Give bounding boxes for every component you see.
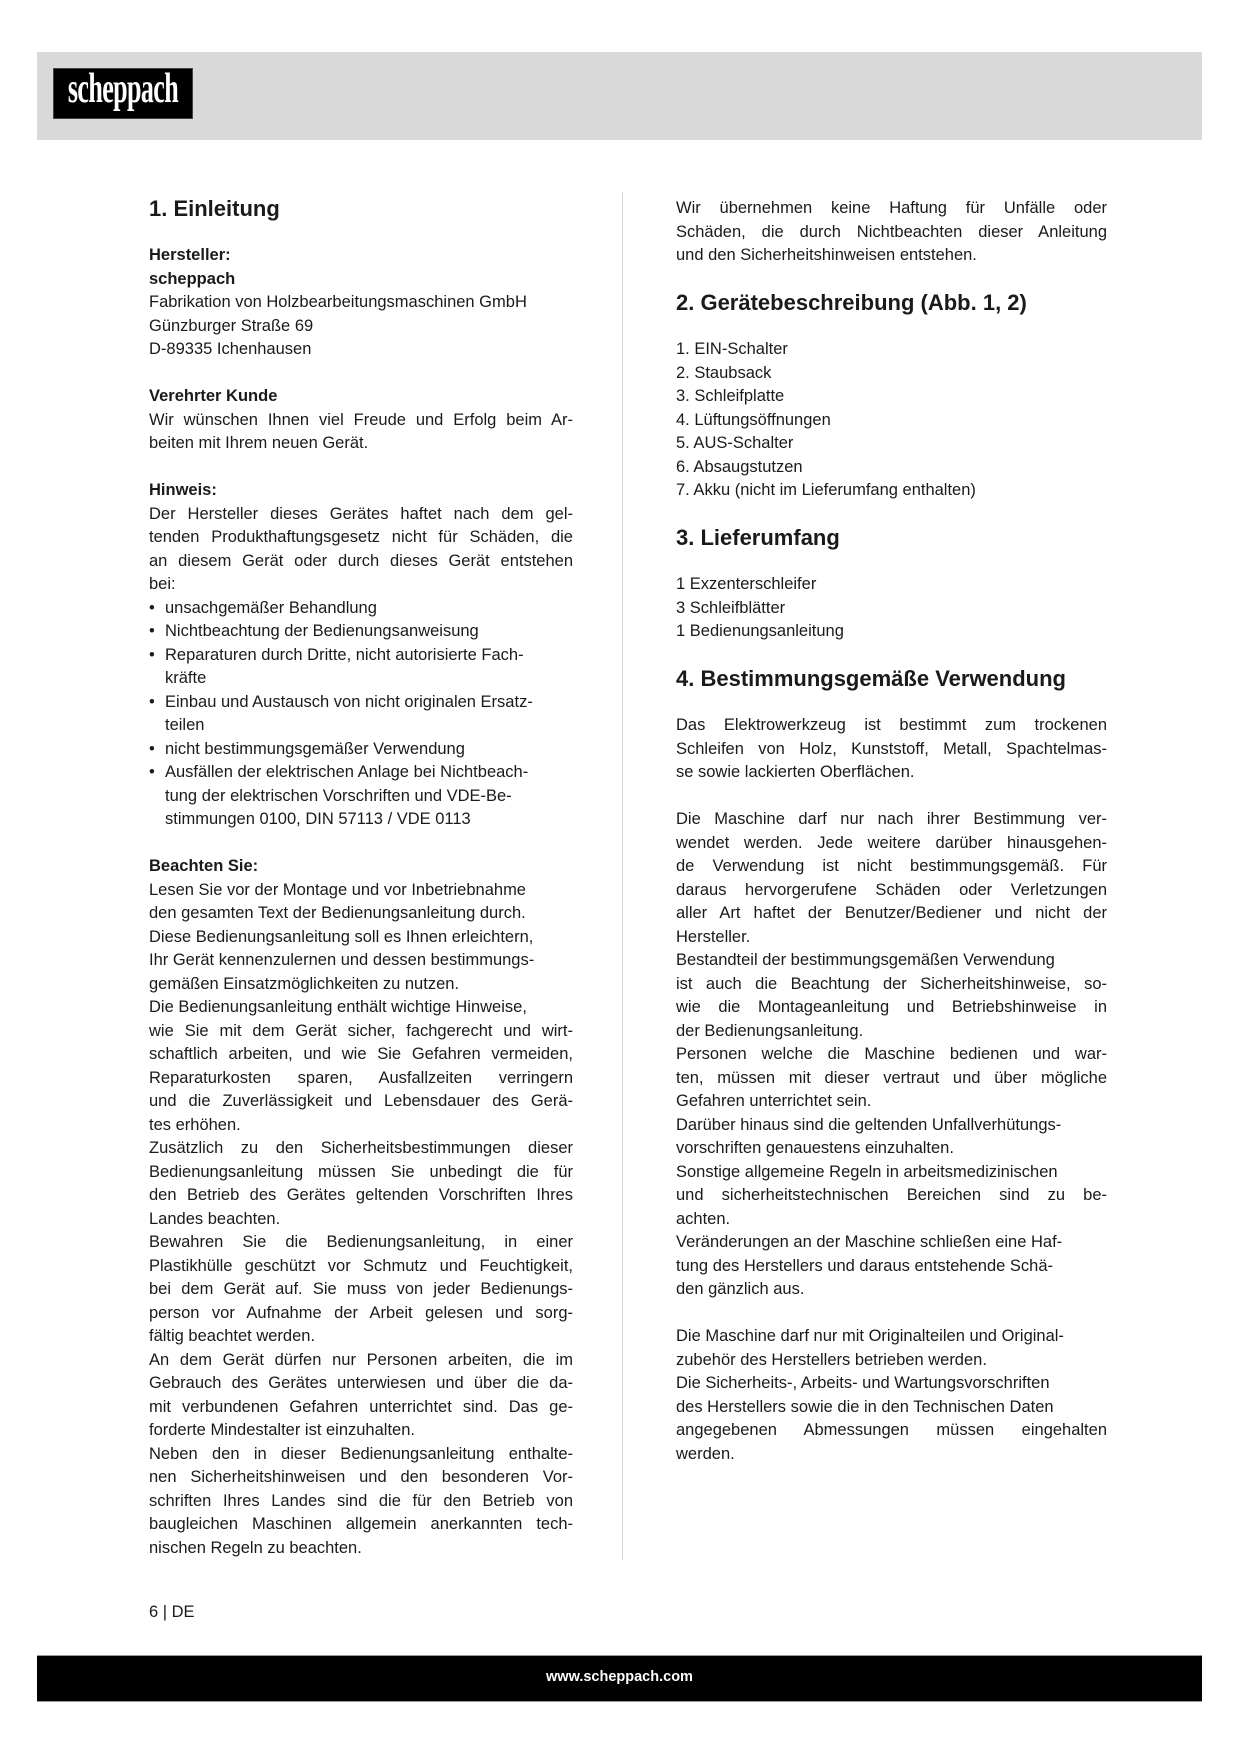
text-line: den Betrieb des Gerätes geltenden Vorschriften Ihres — [149, 1186, 573, 1204]
bold-label: Verehrter Kunde — [149, 387, 278, 405]
text-line: bei: — [149, 575, 176, 593]
bullet-item-continuation: tung der elektrischen Vorschriften und VDE-Be- — [165, 786, 512, 805]
bold-label: scheppach — [149, 269, 236, 288]
text-line: gemäßen Einsatzmöglichkeiten zu nutzen. — [149, 974, 460, 993]
text-line: und die Zuverlässigkeit und Lebensdauer des Gerä- — [149, 1092, 573, 1110]
scheppach-logo: scheppach — [53, 68, 193, 119]
text-line: tung des Herstellers und daraus entstehende Schä- — [676, 1256, 1053, 1275]
section-heading: 4. Bestimmungsgemäße Verwendung — [676, 666, 1066, 691]
text-line: Plastikhülle geschützt vor Schmutz und Feuchtigkeit, — [149, 1256, 573, 1275]
text-line: wie die Montageanleitung und Betriebshinweise in — [676, 998, 1107, 1016]
text-line: zubehör des Herstellers betrieben werden. — [676, 1350, 987, 1369]
text-line: ten, müssen mit dieser vertraut und über mögliche — [676, 1068, 1107, 1087]
text-line: person vor Aufnahme der Arbeit gelesen und sorg- — [149, 1303, 573, 1322]
text-line: Schäden, die durch Nichtbeachten dieser Anleitung — [676, 222, 1107, 241]
text-line: Bedienungsanleitung müssen Sie unbedingt die für — [149, 1162, 573, 1181]
text-line: Wir wünschen Ihnen viel Freude und Erfolg beim Ar- — [149, 410, 573, 429]
blank-line — [149, 832, 573, 856]
text-line: baugleichen Maschinen allgemein anerkannten tech- — [149, 1515, 573, 1533]
left-column — [149, 197, 573, 1560]
bullet-item-continuation: kräfte — [165, 669, 207, 687]
bold-label: Hinweis: — [149, 481, 217, 499]
text-line: achten. — [676, 1209, 731, 1228]
text-line: den gesamten Text der Bedienungsanleitung durch. — [149, 904, 526, 922]
blank-line — [676, 550, 1107, 574]
text-line: an diesem Gerät oder durch dieses Gerät entstehen — [149, 551, 573, 570]
bullet-item-continuation: stimmungen 0100, DIN 57113 / VDE 0113 — [165, 810, 471, 828]
text-line: Der Hersteller dieses Gerätes haftet nach dem gel- — [149, 504, 573, 523]
text-line: Hersteller. — [676, 927, 751, 946]
text-line: werden. — [676, 1444, 735, 1463]
footer-url: www.scheppach.com — [546, 1669, 693, 1685]
text-line: wendet werden. Jede weitere darüber hinausgehen- — [676, 833, 1107, 852]
text-line: Darüber hinaus sind die geltenden Unfallverhütungs- — [676, 1115, 1062, 1134]
bold-label: Beachten Sie: — [149, 857, 259, 875]
text-line: nen Sicherheitshinweisen und den besonderen Vor- — [149, 1468, 573, 1486]
page-number: 6 | DE — [149, 1603, 195, 1621]
blank-line — [676, 1302, 1107, 1326]
blank-line — [676, 644, 1107, 668]
text-line: Bestandteil der bestimmungsgemäßen Verwendung — [676, 951, 1055, 969]
text-line: tes erhöhen. — [149, 1115, 241, 1134]
text-line: Die Maschine darf nur mit Originalteilen und Original- — [676, 1327, 1064, 1345]
text-line: Ihr Gerät kennenzulernen und dessen bestimmungs- — [149, 951, 535, 969]
text-line: se sowie lackierten Oberflächen. — [676, 763, 915, 781]
text-line: tenden Produkthaftungsgesetz nicht für Schäden, die — [149, 528, 573, 546]
text-line: Personen welche die Maschine bedienen und war- — [676, 1045, 1107, 1063]
text-line: Günzburger Straße 69 — [149, 316, 314, 335]
bullet-item: • Nichtbeachtung der Bedienungsanweisung — [149, 620, 573, 644]
text-line: 7. Akku (nicht im Lieferumfang enthalten) — [676, 481, 976, 499]
blank-line — [149, 362, 573, 386]
text-line: Das Elektrowerkzeug ist bestimmt zum trockenen — [676, 716, 1107, 734]
text-line: Landes beachten. — [149, 1209, 281, 1228]
bullet-item: • Reparaturen durch Dritte, nicht autorisierte Fach- — [149, 644, 573, 668]
text-line: de Verwendung ist nicht bestimmungsgemäß. Für — [676, 857, 1107, 875]
text-line: Sonstige allgemeine Regeln in arbeitsmedizinischen — [676, 1162, 1058, 1181]
text-line: und sicherheitstechnischen Bereichen sind zu be- — [676, 1186, 1107, 1204]
bullet-item: • unsachgemäßer Behandlung — [149, 597, 573, 621]
text-line: 4. Lüftungsöffnungen — [676, 410, 831, 429]
column-divider — [622, 192, 623, 1560]
text-line: Lesen Sie vor der Montage und vor Inbetriebnahme — [149, 880, 526, 899]
blank-line — [676, 268, 1107, 292]
blank-line — [149, 221, 573, 245]
text-line: Die Bedienungsanleitung enthält wichtige Hinweise, — [149, 998, 527, 1016]
text-line: Zusätzlich zu den Sicherheitsbestimmungen dieser — [149, 1139, 573, 1157]
text-line: fältig beachtet werden. — [149, 1327, 316, 1345]
text-line: den gänzlich aus. — [676, 1280, 805, 1298]
text-line: und den Sicherheitshinweisen entstehen. — [676, 246, 977, 264]
text-line: 3 Schleifblätter — [676, 598, 786, 617]
text-line: 6. Absaugstutzen — [676, 457, 803, 476]
text-line: bei dem Gerät auf. Sie muss von jeder Bedienungs- — [149, 1280, 573, 1298]
text-line: Die Maschine darf nur nach ihrer Bestimmung ver- — [676, 810, 1107, 828]
text-line: 1 Bedienungsanleitung — [676, 622, 844, 640]
text-line: schaftlich arbeiten, und wie Sie Gefahren vermeiden, — [149, 1045, 573, 1063]
bullet-item-continuation: teilen — [165, 716, 205, 734]
text-line: Schleifen von Holz, Kunststoff, Metall, Spachtelmas- — [676, 739, 1107, 758]
bullet-item: • Ausfällen der elektrischen Anlage bei Nichtbeach- — [149, 761, 573, 785]
blank-line — [149, 456, 573, 480]
text-line: Wir übernehmen keine Haftung für Unfälle oder — [676, 199, 1107, 217]
text-line: angegebenen Abmessungen müssen eingehalten — [676, 1421, 1107, 1439]
text-line: beiten mit Ihrem neuen Gerät. — [149, 434, 369, 452]
section-heading: 3. Lieferumfang — [676, 525, 840, 550]
blank-line — [676, 691, 1107, 715]
text-line: Reparaturkosten sparen, Ausfallzeiten verringern — [149, 1068, 573, 1087]
right-column — [676, 197, 1107, 1466]
text-line: An dem Gerät dürfen nur Personen arbeiten, die im — [149, 1350, 573, 1369]
text-line: ist auch die Beachtung der Sicherheitshinweise, so- — [676, 974, 1107, 993]
text-line: des Herstellers sowie die in den Technischen Daten — [676, 1397, 1054, 1416]
text-line: 5. AUS-Schalter — [676, 434, 794, 452]
page-header — [37, 52, 1202, 140]
text-line: 2. Staubsack — [676, 363, 772, 382]
text-line: nischen Regeln zu beachten. — [149, 1538, 362, 1557]
text-line: mit verbundenen Gefahren unterrichtet sind. Das ge- — [149, 1397, 573, 1416]
page-footer — [37, 1655, 1202, 1702]
blank-line — [676, 503, 1107, 527]
blank-line — [676, 785, 1107, 809]
text-line: Veränderungen an der Maschine schließen eine Haf- — [676, 1233, 1063, 1251]
bullet-item: • nicht bestimmungsgemäßer Verwendung — [149, 738, 573, 762]
text-line: Gebrauch des Gerätes unterwiesen und über die da- — [149, 1374, 573, 1392]
text-line: Neben den in dieser Bedienungsanleitung enthalte- — [149, 1444, 573, 1463]
section-heading: 1. Einleitung — [149, 196, 280, 221]
text-line: wie Sie mit dem Gerät sicher, fachgerecht und wirt- — [149, 1021, 573, 1040]
text-line: Diese Bedienungsanleitung soll es Ihnen erleichtern, — [149, 927, 534, 946]
text-line: D-89335 Ichenhausen — [149, 340, 312, 358]
text-line: Die Sicherheits-, Arbeits- und Wartungsvorschriften — [676, 1374, 1050, 1392]
text-line: 1. EIN-Schalter — [676, 340, 788, 358]
bullet-item: • Einbau und Austausch von nicht originalen Ersatz- — [149, 691, 573, 715]
text-line: daraus hervorgerufene Schäden oder Verletzungen — [676, 880, 1107, 899]
section-heading: 2. Gerätebeschreibung (Abb. 1, 2) — [676, 290, 1027, 315]
text-line: Bewahren Sie die Bedienungsanleitung, in einer — [149, 1233, 573, 1251]
text-line: 1 Exzenterschleifer — [676, 575, 817, 593]
blank-line — [676, 315, 1107, 339]
text-line: forderte Mindestalter ist einzuhalten. — [149, 1421, 415, 1439]
text-line: 3. Schleifplatte — [676, 387, 785, 405]
text-line: Gefahren unterrichtet sein. — [676, 1092, 872, 1110]
text-line: Fabrikation von Holzbearbeitungsmaschinen GmbH — [149, 293, 527, 311]
text-line: der Bedienungsanleitung. — [676, 1021, 864, 1040]
text-line: schriften Ihres Landes sind die für den Betrieb von — [149, 1491, 573, 1510]
text-line: vorschriften genauestens einzuhalten. — [676, 1139, 954, 1157]
text-line: aller Art haftet der Benutzer/Bediener und nicht der — [676, 904, 1107, 922]
bold-label: Hersteller: — [149, 246, 231, 264]
